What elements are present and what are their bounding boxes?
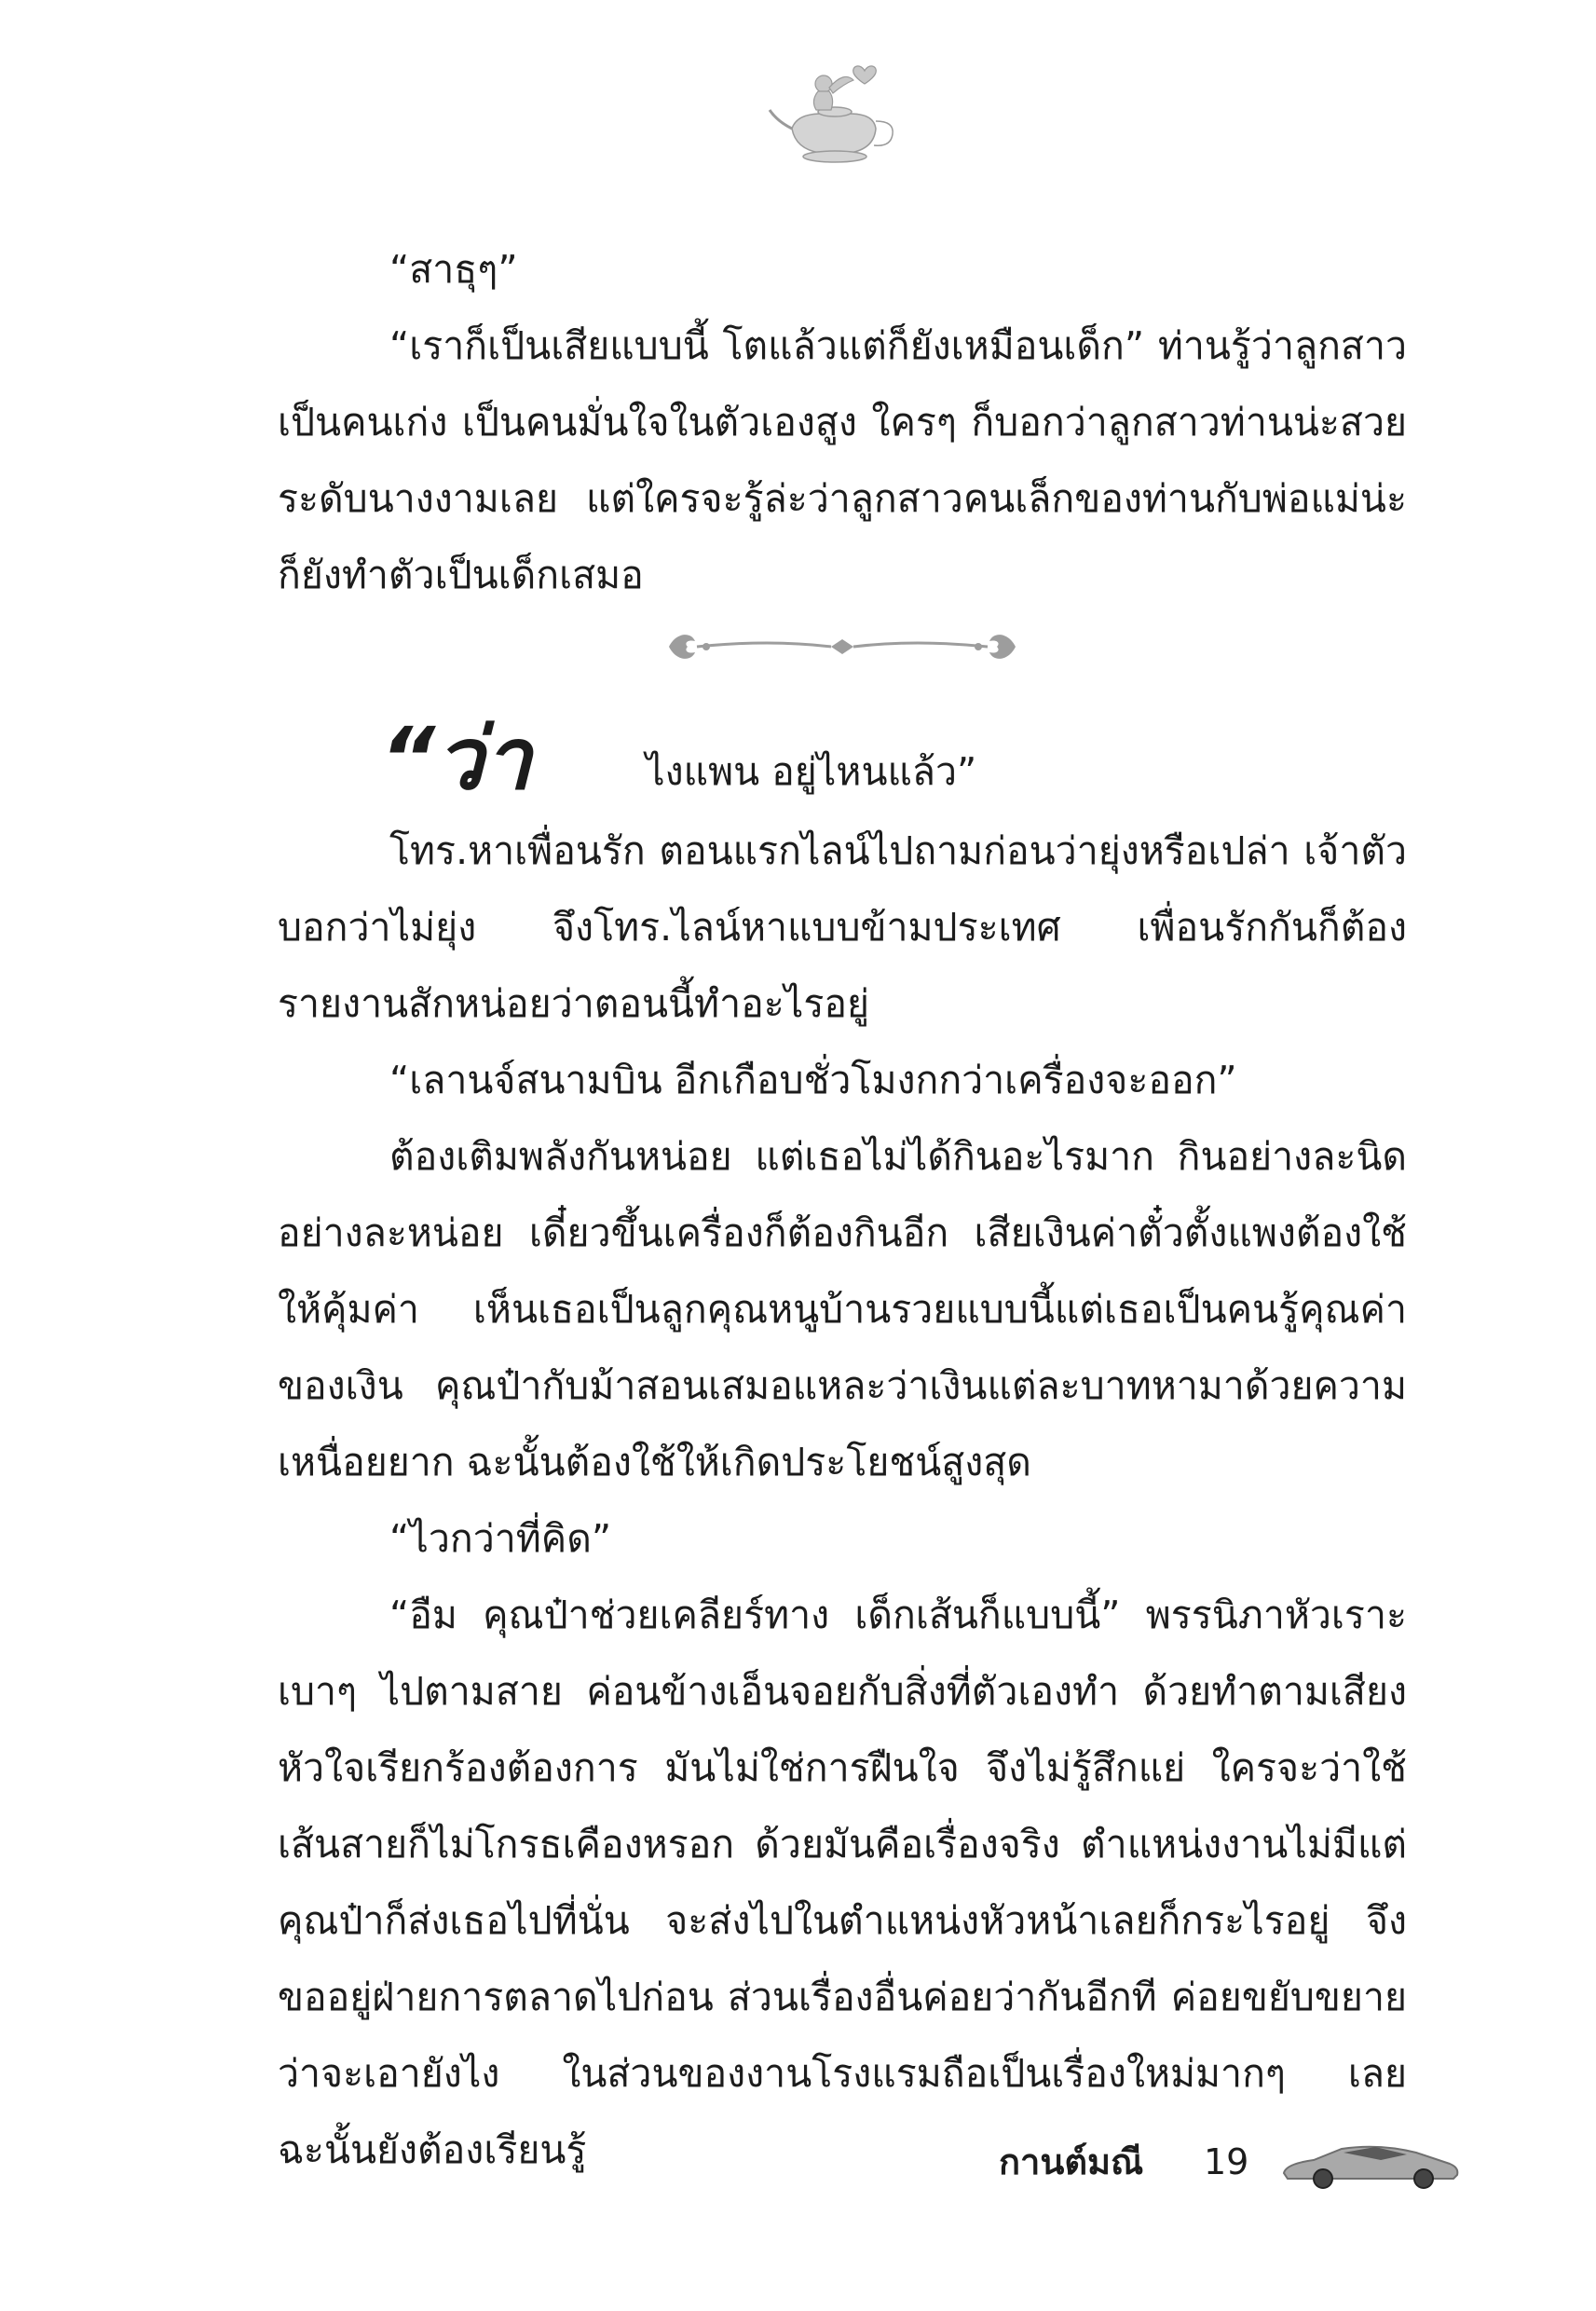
cupid-teapot-icon: [764, 56, 904, 168]
sports-car-icon: [1276, 2136, 1463, 2192]
page-number: 19: [1204, 2141, 1249, 2182]
paragraph: ต้องเติมพลังกันหน่อย แต่เธอไม่ได้กินอะไรมาก กินอย่างละนิดอย่างละหน่อย เดี๋ยวขึ้นเครื่องก็ต้องกินอีก เสียเงินค่าตั๋วตั้งแพงต้องใช้ให้คุ้มค่า เห็นเธอเป็นลูกคุณหนูบ้านรวยแบบนี้แต่เธอเป็นคนรู้คุณค่าของเงิน คุณป๋ากับม้าสอนเสมอแหละว่าเงินแต่ละบาทหามาด้วยความเหนื่อยยาก ฉะนั้นต้องใช้ให้เกิดประโยชน์สูงสุด: [278, 1134, 1407, 1484]
scene-opening: [278, 708, 1407, 811]
drop-cap: “ว่า: [380, 709, 532, 809]
drop-cap-rest: ไงแพน อยู่ไหนแล้ว”: [646, 749, 977, 794]
paragraph: “อืม คุณป๋าช่วยเคลียร์ทาง เด็กเส้นก็แบบนี้” พรรนิภาหัวเราะเบาๆ ไปตามสาย ค่อนข้างเอ็นจอยกับสิ่งที่ตัวเองทำ ด้วยทำตามเสียงหัวใจเรียกร้องต้องการ มันไม่ใช่การฝืนใจ จึงไม่รู้สึกแย่ ใครจะว่าใช้เส้นสายก็ไม่โกรธเคืองหรอก ด้วยมันคือเรื่องจริง ตำแหน่งงานไม่มีแต่คุณป๋าก็ส่งเธอไปที่นั่น จะส่งไปในตำแหน่งหัวหน้าเลยก็กระไรอยู่ จึงขออยู่ฝ่ายการตลาดไปก่อน ส่วนเรื่องอื่นค่อยว่ากันอีกที ค่อยขยับขยายว่าจะเอายังไง ในส่วนของงานโรงแรมถือเป็นเรื่องใหม่มากๆ เลย ฉะนั้นยังต้องเรียนรู้: [278, 1593, 1407, 2172]
paragraph: โทร.หาเพื่อนรัก ตอนแรกไลน์ไปถามก่อนว่ายุ่งหรือเปล่า เจ้าตัวบอกว่าไม่ยุ่ง จึงโทร.ไลน์หาแบบข้ามประเทศ เพื่อนรักกันก็ต้องรายงานสักหน่อยว่าตอนนี้ทำอะไรอยู่: [278, 828, 1407, 1026]
ornament-divider-icon: [660, 622, 1025, 671]
paragraph: “ไวกว่าที่คิด”: [389, 1516, 612, 1561]
main-section: [278, 813, 1407, 2188]
paragraph: “เลานจ์สนามบิน อีกเกือบชั่วโมงกกว่าเครื่องจะออก”: [389, 1058, 1237, 1102]
paragraph: “เราก็เป็นเสียแบบนี้ โตแล้วแต่ก็ยังเหมือนเด็ก” ท่านรู้ว่าลูกสาวเป็นคนเก่ง เป็นคนมั่นใจในตัวเองสูง ใครๆ ก็บอกว่าลูกสาวท่านน่ะสวยระดับนางงามเลย แต่ใครจะรู้ล่ะว่าลูกสาวคนเล็กของท่านกับพ่อแม่น่ะก็ยังทำตัวเป็นเด็กเสมอ: [278, 323, 1407, 597]
paragraph: “สาธุๆ”: [389, 247, 518, 292]
top-section: [278, 231, 1407, 613]
author-name: กานต์มณี: [999, 2141, 1144, 2182]
